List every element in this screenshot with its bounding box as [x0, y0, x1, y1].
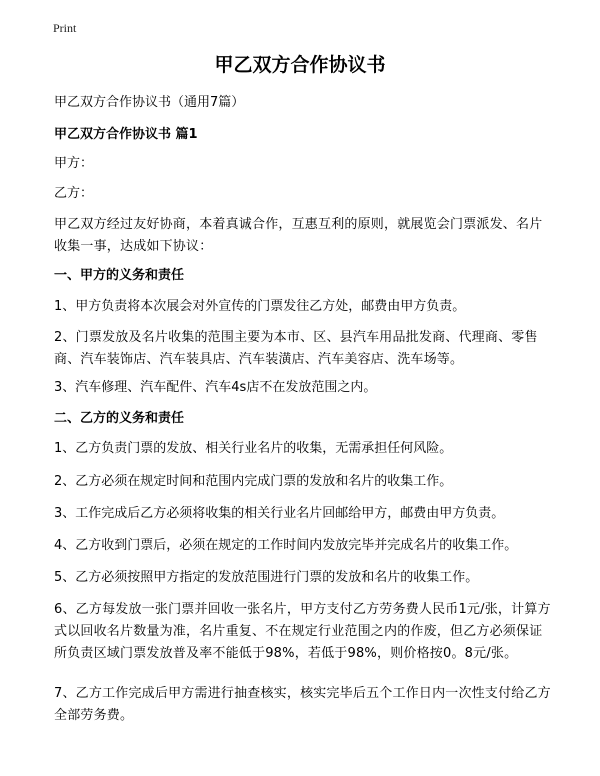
section1-heading: 一、甲方的义务和责任: [54, 268, 185, 283]
section1-item-2: 2、门票发放及名片收集的范围主要为本市、区、县汽车用品批发商、代理商、零售商、汽车装饰店、汽车装具店、汽车装潢店、汽车美容店、洗车场等。: [54, 330, 538, 367]
document-title: 甲乙双方合作协议书: [214, 54, 386, 76]
section2-item-3: 3、工作完成后乙方必须将收集的相关行业名片回邮给甲方，邮费由甲方负责。: [54, 506, 505, 521]
article-heading: 甲乙双方合作协议书 篇1: [54, 127, 198, 142]
section2-heading: 二、乙方的义务和责任: [54, 411, 185, 426]
section1-item-3: 3、汽车修理、汽车配件、汽车4s店不在发放范围之内。: [54, 380, 377, 395]
section2-item-4: 4、乙方收到门票后，必须在规定的工作时间内发放完毕并完成名片的收集工作。: [54, 538, 518, 553]
party-b-line: 乙方：: [54, 186, 94, 201]
print-label: Print: [53, 21, 77, 35]
section1-item-1: 1、甲方负责将本次展会对外宣传的门票发往乙方处，邮费由甲方负责。: [54, 299, 466, 314]
section2-item-2: 2、乙方必须在规定时间和范围内完成门票的发放和名片的收集工作。: [54, 474, 453, 489]
party-a-line: 甲方：: [54, 156, 94, 171]
section2-item-7: 7、乙方工作完成后甲方需进行抽查核实，核实完毕后五个工作日内一次性支付给乙方全部劳务费。: [54, 686, 551, 723]
section2-item-6: 6、乙方每发放一张门票并回收一张名片，甲方支付乙方劳务费人民币1元/张，计算方式以回收名片数量为准，名片重复、不在规定行业范围之内的作废，但乙方必须保证所负责区域门票发放普及率不能低于98%，若低于98%，则价格按0。8元/张。: [54, 602, 551, 661]
section2-item-1: 1、乙方负责门票的发放、相关行业名片的收集，无需承担任何风险。: [54, 441, 453, 456]
intro-paragraph: 甲乙双方经过友好协商，本着真诚合作，互惠互利的原则，就展览会门票派发、名片收集一事，达成如下协议：: [54, 217, 543, 254]
section2-item-5: 5、乙方必须按照甲方指定的发放范围进行门票的发放和名片的收集工作。: [54, 570, 479, 585]
document-subtitle: 甲乙双方合作协议书（通用7篇）: [54, 95, 245, 110]
